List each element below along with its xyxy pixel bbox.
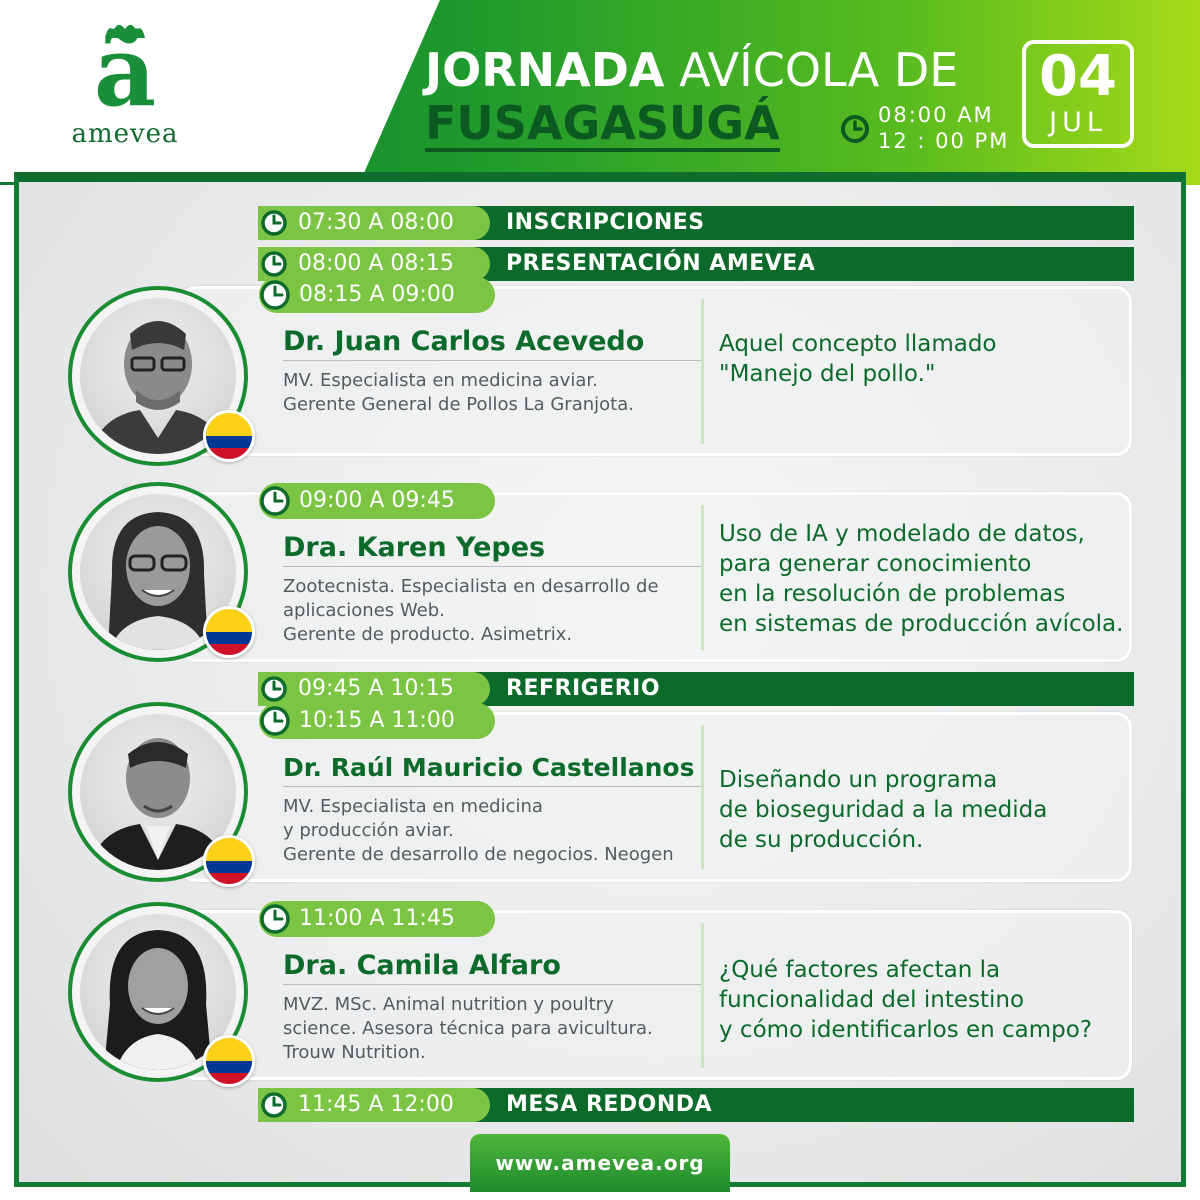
talk-topic <box>719 519 1129 639</box>
speaker-card-4 <box>180 906 1132 1080</box>
speaker-bio <box>283 993 703 1065</box>
event-time <box>840 100 1010 160</box>
agenda-label: REFRIGERIO <box>506 676 661 701</box>
time-pill <box>259 703 495 739</box>
speaker-time: 10:15 A 11:00 <box>299 708 455 733</box>
colombia-flag-icon <box>203 1035 255 1087</box>
talk-topic-line: funcionalidad del intestino <box>719 987 1025 1013</box>
speaker-name: Dr. Juan Carlos Acevedo <box>283 325 703 361</box>
agenda-bar-registration <box>258 206 1134 240</box>
agenda-bar-roundtable <box>258 1088 1134 1122</box>
agenda-bar-break <box>258 672 1134 706</box>
speaker-bio-line: Trouw Nutrition. <box>283 1042 426 1063</box>
clock-icon <box>259 485 291 517</box>
speaker-bio <box>283 369 703 417</box>
agenda-label: PRESENTACIÓN AMEVEA <box>506 251 816 276</box>
clock-icon <box>259 705 291 737</box>
clock-icon <box>260 675 288 703</box>
talk-topic-line: de su producción. <box>719 827 924 853</box>
colombia-flag-icon <box>203 835 255 887</box>
speaker-name: Dra. Karen Yepes <box>283 531 703 567</box>
speaker-bio <box>283 795 703 867</box>
clock-icon <box>260 1091 288 1119</box>
talk-topic-line: en la resolución de problemas <box>719 581 1066 607</box>
speaker-bio-line: science. Asesora técnica para avicultura. <box>283 1018 653 1039</box>
agenda-label: INSCRIPCIONES <box>506 210 705 235</box>
logo-mark <box>70 15 180 128</box>
agenda-time: 07:30 A 08:00 <box>298 210 454 235</box>
divider <box>701 725 704 870</box>
speaker-bio-line: MV. Especialista en medicina aviar. <box>283 370 598 391</box>
talk-topic-line: de bioseguridad a la medida <box>719 797 1048 823</box>
speaker-bio-line: MVZ. MSc. Animal nutrition y poultry <box>283 994 614 1015</box>
speaker-bio-line: Gerente de producto. Asimetrix. <box>283 624 573 645</box>
divider <box>701 923 704 1068</box>
talk-topic-line: "Manejo del pollo." <box>719 361 936 387</box>
speaker-bio-line: Gerente de desarrollo de negocios. Neogen <box>283 844 674 865</box>
time-pill <box>259 277 495 313</box>
clock-icon <box>260 209 288 237</box>
talk-topic <box>719 329 1129 389</box>
divider <box>701 299 704 444</box>
talk-topic <box>719 955 1129 1045</box>
talk-topic-line: Uso de IA y modelado de datos, <box>719 521 1085 547</box>
clock-icon <box>259 903 291 935</box>
colombia-flag-icon <box>203 606 255 658</box>
speaker-card-1 <box>180 282 1132 456</box>
event-title-line2: FUSAGASUGÁ <box>425 96 780 150</box>
speaker-bio-line: aplicaciones Web. <box>283 600 445 621</box>
event-time-start: 08:00 AM <box>878 103 994 127</box>
talk-topic-line: Diseñando un programa <box>719 767 998 793</box>
title-light: AVÍCOLA DE <box>679 43 959 97</box>
speaker-card-2 <box>180 488 1132 662</box>
event-time-text <box>878 102 1009 154</box>
logo-letter: ã <box>93 15 157 128</box>
speaker-time: 11:00 A 11:45 <box>299 906 455 931</box>
event-date <box>1022 40 1134 148</box>
talk-topic-line: para generar conocimiento <box>719 551 1032 577</box>
colombia-flag-icon <box>203 410 255 462</box>
clock-icon <box>840 114 870 144</box>
speaker-time: 08:15 A 09:00 <box>299 282 455 307</box>
agenda-time: 08:00 A 08:15 <box>298 251 454 276</box>
speaker-name: Dra. Camila Alfaro <box>283 949 703 985</box>
event-date-month: JUL <box>1049 107 1107 138</box>
website-url[interactable]: www.amevea.org <box>495 1151 705 1175</box>
agenda-time: 09:45 A 10:15 <box>298 676 454 701</box>
agenda-bar-presentation <box>258 247 1134 281</box>
speaker-name: Dr. Raúl Mauricio Castellanos <box>283 751 703 787</box>
speaker-bio <box>283 575 703 647</box>
speaker-bio-line: Gerente General de Pollos La Granjota. <box>283 394 634 415</box>
talk-topic-line: Aquel concepto llamado <box>719 331 997 357</box>
event-time-end: 12 : 00 PM <box>878 129 1010 153</box>
speaker-bio-line: MV. Especialista en medicina <box>283 796 543 817</box>
agenda-label: MESA REDONDA <box>506 1092 713 1117</box>
speaker-time: 09:00 A 09:45 <box>299 488 455 513</box>
talk-topic <box>719 765 1129 855</box>
talk-topic-line: ¿Qué factores afectan la <box>719 957 1001 983</box>
clock-icon <box>259 279 291 311</box>
talk-topic-line: en sistemas de producción avícola. <box>719 611 1124 637</box>
time-pill <box>259 901 495 937</box>
speaker-card-3 <box>180 708 1132 882</box>
event-date-day: 04 <box>1039 44 1117 109</box>
speaker-bio-line: Zootecnista. Especialista en desarrollo de <box>283 576 659 597</box>
agenda-time: 11:45 A 12:00 <box>298 1092 454 1117</box>
logo-wordmark: amevea <box>71 119 179 149</box>
website-link[interactable] <box>470 1134 730 1192</box>
title-bold: JORNADA <box>425 43 665 97</box>
event-title-line1 <box>425 40 958 100</box>
divider <box>701 505 704 650</box>
amevea-logo <box>40 15 210 160</box>
speaker-bio-line: y producción aviar. <box>283 820 454 841</box>
time-pill <box>259 483 495 519</box>
talk-topic-line: y cómo identificarlos en campo? <box>719 1017 1093 1043</box>
clock-icon <box>260 250 288 278</box>
